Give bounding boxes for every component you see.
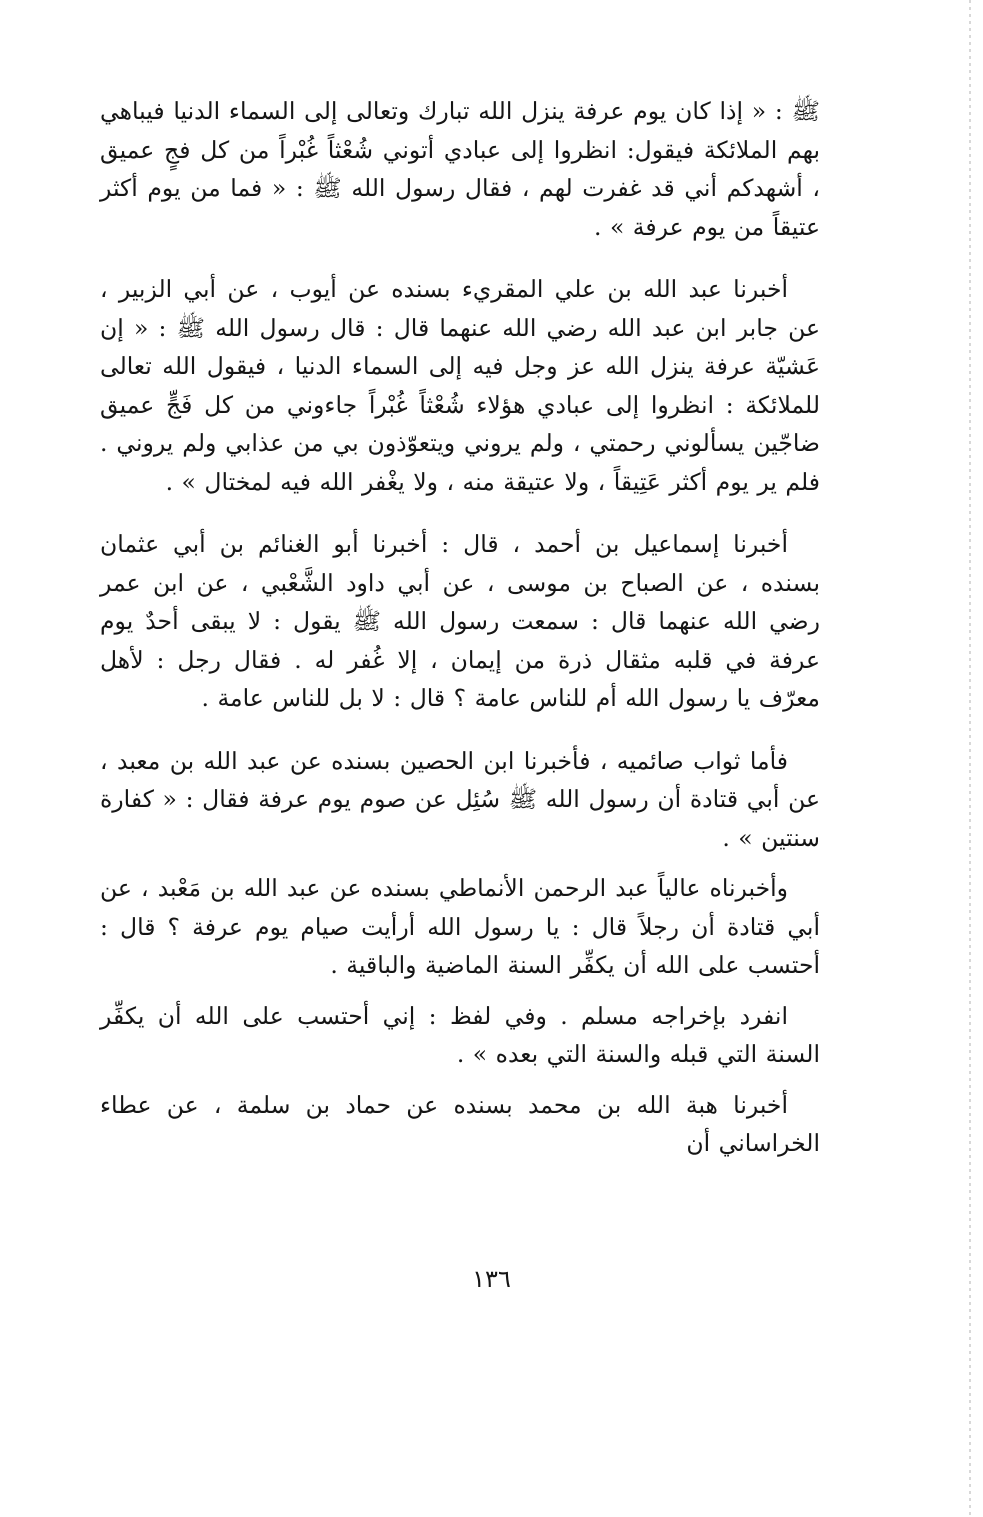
paragraph-ibn-umar-narration: أخبرنا إسماعيل بن أحمد ، قال : أخبرنا أبو الغنائم بن أبي عثمان بسنده ، عن الصباح بن موسى ، عن أبي داود الشَّعْبي ، عن ابن عمر رضي الله عنهما قال : سمعت رسول الله ﷺ يقول : لا يبقى أحدٌ يوم عرفة في قلبه مثقال ذرة من إيمان ، إلا غُفر له . فقال رجل : لأهل معرّف يا رسول الله أم للناس عامة ؟ قال : لا بل للناس عامة . — [100, 530, 820, 712]
paragraph-hadith-arafa-continuation: ﷺ : « إذا كان يوم عرفة ينزل الله تبارك وتعالى إلى السماء الدنيا فيباهي بهم الملائكة فيقول: انظروا إلى عبادي أتوني شُعْثاً غُبْراً من كل فجٍ عميق ، أشهدكم أني قد غفرت لهم ، فقال رسول الله ﷺ : « فما من يوم أكثر عتيقاً من يوم عرفة » . — [100, 97, 820, 241]
page-number: ١٣٦ — [472, 1265, 511, 1293]
paragraph-gap — [100, 501, 820, 525]
paragraph-gap — [100, 857, 820, 869]
paragraph-hibatullah-narration: أخبرنا هبة الله بن محمد بسنده عن حماد بن سلمة ، عن عطاء الخراساني أن — [100, 1090, 820, 1157]
paragraph-gap — [100, 246, 820, 270]
paragraph-gap — [100, 985, 820, 997]
paragraph-fasting-reward: فأما ثواب صائميه ، فأخبرنا ابن الحصين بسنده عن عبد الله بن معبد ، عن أبي قتادة أن رسول الله ﷺ سُئِل عن صوم يوم عرفة فقال : « كفارة سنتين » . — [100, 746, 820, 852]
paragraph-gap — [100, 1074, 820, 1086]
paragraph-muslim-note: انفرد بإخراجه مسلم . وفي لفظ : إني أحتسب على الله أن يكفِّر السنة التي قبله والسنة التي بعده » . — [100, 1001, 820, 1068]
page-body — [100, 92, 820, 1163]
paragraph-anmati-narration: وأخبرناه عالياً عبد الرحمن الأنماطي بسنده عن عبد الله بن مَعْبد ، عن أبي قتادة أن رجلاً قال : يا رسول الله أرأيت صيام يوم عرفة ؟ قال : أحتسب على الله أن يكفِّر السنة الماضية والباقية . — [100, 874, 820, 979]
paragraph-jabir-narration: أخبرنا عبد الله بن علي المقريء بسنده عن أيوب ، عن أبي الزبير ، عن جابر ابن عبد الله رضي الله عنهما قال : قال رسول الله ﷺ : « إن عَشيّة عرفة ينزل الله عز وجل فيه إلى السماء الدنيا ، فيقول الله تعالى للملائكة : انظروا إلى عبادي هؤلاء شُعْثاً غُبْراً جاءوني من كل فَجٍّ عميق ضاجّين يسألوني رحمتي ، ولم يروني ويتعوّذون بي من عذابي ولم يروني . فلم ير يوم أكثر عَتِيقاً ، ولا عتيقة منه ، ولا يغْفر الله فيه لمختال » . — [100, 275, 820, 496]
paragraph-gap — [100, 718, 820, 742]
